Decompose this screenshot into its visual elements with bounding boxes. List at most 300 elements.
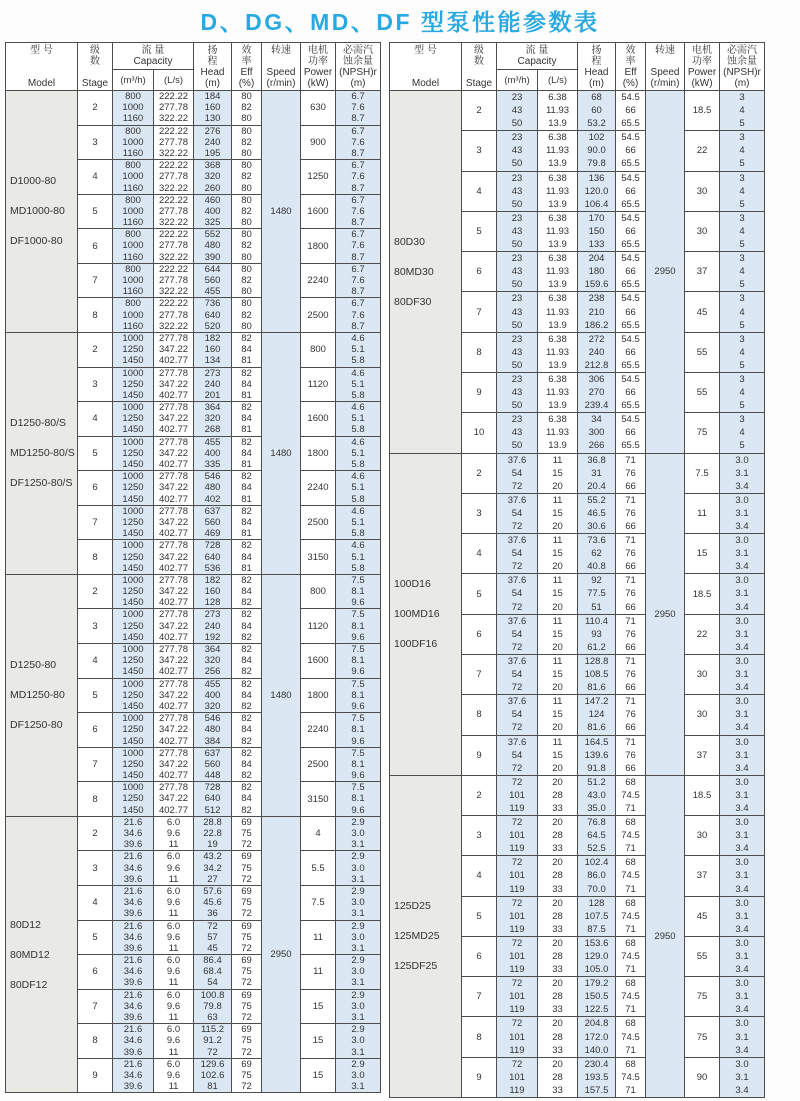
capacity-ls-cell-value: 20 xyxy=(552,722,563,734)
eff-cell-value: 81 xyxy=(241,493,252,505)
capacity-m3h-cell-value: 72 xyxy=(511,561,523,573)
capacity-ls-cell xyxy=(538,816,578,856)
head-cell-value: 172.0 xyxy=(584,1031,609,1043)
eff-cell-value: 69 xyxy=(241,989,252,1001)
head-cell xyxy=(578,1017,616,1057)
capacity-ls-cell-value: 9.6 xyxy=(166,966,181,978)
stage-cell: 2 xyxy=(462,775,497,815)
npshr-cell-value: 5.1 xyxy=(351,447,365,459)
capacity-ls-cell-value: 322.22 xyxy=(158,320,189,332)
capacity-ls-cell-value: 15 xyxy=(552,467,563,479)
capacity-ls-cell xyxy=(154,91,194,126)
eff-cell-value: 80 xyxy=(241,217,252,229)
capacity-m3h-cell-value: 101 xyxy=(509,910,525,922)
capacity-ls-cell-value: 20 xyxy=(552,937,563,949)
npshr-cell-value: 3.0 xyxy=(351,931,365,943)
capacity-m3h-cell-value: 1250 xyxy=(122,793,144,805)
head-cell xyxy=(194,194,232,229)
npshr-cell xyxy=(336,332,381,367)
eff-cell xyxy=(232,194,262,229)
capacity-m3h-cell-value: 1000 xyxy=(122,505,144,517)
capacity-ls-cell-value: 13.9 xyxy=(548,319,567,331)
capacity-m3h-cell-value: 1000 xyxy=(122,171,144,183)
eff-cell-value: 66 xyxy=(625,521,636,532)
tables-container xyxy=(0,40,800,1100)
head-cell xyxy=(578,252,616,292)
head-cell-value: 195 xyxy=(204,147,221,159)
capacity-ls-cell-value: 277.78 xyxy=(158,332,189,344)
capacity-m3h-cell-value: 23 xyxy=(511,373,523,385)
npshr-cell-value: 9.6 xyxy=(351,735,365,747)
capacity-ls-cell-value: 11 xyxy=(168,1012,179,1023)
capacity-ls-cell-value: 277.78 xyxy=(158,782,189,794)
capacity-ls-cell-value: 11 xyxy=(168,873,179,885)
capacity-m3h-cell-value: 101 xyxy=(509,991,525,1003)
eff-cell-value: 84 xyxy=(241,655,252,667)
eff-cell-value: 84 xyxy=(241,793,252,805)
head-cell-value: 637 xyxy=(204,747,221,759)
head-cell-value: 240 xyxy=(204,136,221,148)
capacity-ls-cell xyxy=(538,735,578,775)
head-cell-value: 320 xyxy=(204,413,221,425)
npshr-cell-value: 7.6 xyxy=(351,275,365,286)
npshr-cell-value: 3.1 xyxy=(735,628,749,640)
power-cell: 15 xyxy=(301,1024,336,1059)
capacity-ls-cell xyxy=(538,252,578,292)
capacity-ls-cell-value: 277.78 xyxy=(158,747,189,759)
capacity-m3h-cell-value: 1000 xyxy=(122,609,144,621)
eff-cell xyxy=(232,332,262,367)
head-cell-value: 469 xyxy=(204,528,221,540)
power-cell: 1600 xyxy=(301,194,336,229)
head-cell xyxy=(194,332,232,367)
head-cell-value: 184 xyxy=(204,91,221,102)
head-cell xyxy=(578,493,616,533)
eff-cell-value: 84 xyxy=(241,724,252,736)
eff-cell xyxy=(232,747,262,782)
capacity-m3h-cell-value: 1450 xyxy=(122,631,144,643)
header-speed xyxy=(646,43,685,91)
header-npshr-line: (NPSH)r xyxy=(723,66,761,78)
capacity-ls-cell-value: 347.22 xyxy=(158,689,189,701)
capacity-m3h-cell-value: 54 xyxy=(511,709,523,721)
npshr-cell-value: 3.0 xyxy=(735,494,749,506)
head-cell-value: 400 xyxy=(204,447,221,459)
capacity-m3h-cell-value: 1000 xyxy=(122,136,144,148)
capacity-ls-cell-value: 20 xyxy=(552,978,563,990)
npshr-cell-value: 7.6 xyxy=(351,102,365,114)
header-capacity-line: Capacity xyxy=(133,56,173,67)
header-head xyxy=(194,43,232,91)
head-cell-value: 72 xyxy=(207,1046,218,1058)
head-cell xyxy=(578,91,616,131)
capacity-ls-cell xyxy=(538,332,578,372)
capacity-ls-cell xyxy=(538,171,578,211)
speed-cell: 1480 xyxy=(262,91,301,333)
head-cell-value: 260 xyxy=(204,182,221,194)
capacity-m3h-cell-value: 39.6 xyxy=(123,839,143,851)
npshr-cell xyxy=(336,160,381,195)
head-cell-value: 51 xyxy=(591,601,602,613)
capacity-m3h-cell xyxy=(113,609,154,644)
header-stage-line: Stage xyxy=(465,77,493,89)
npshr-cell xyxy=(336,920,381,955)
head-cell xyxy=(194,125,232,160)
npshr-cell-value: 3.1 xyxy=(351,1081,365,1093)
head-cell-value: 364 xyxy=(204,644,221,655)
head-cell-value: 90.0 xyxy=(587,145,606,157)
eff-cell-value: 72 xyxy=(241,1012,252,1023)
capacity-m3h-cell xyxy=(113,263,154,298)
npshr-cell-value: 3.0 xyxy=(735,1018,749,1030)
capacity-m3h-cell-value: 101 xyxy=(509,789,525,801)
capacity-ls-cell-value: 20 xyxy=(552,776,563,788)
eff-cell-value: 71 xyxy=(625,1084,636,1096)
head-cell xyxy=(194,678,232,713)
npshr-cell-value: 8.7 xyxy=(351,217,365,229)
head-cell xyxy=(578,453,616,493)
eff-cell-value: 82 xyxy=(241,700,252,712)
eff-cell-value: 74.5 xyxy=(621,1071,640,1083)
head-cell-value: 160 xyxy=(204,344,221,356)
capacity-m3h-cell-value: 1000 xyxy=(122,644,144,655)
head-cell-value: 46.5 xyxy=(587,507,606,519)
capacity-ls-cell-value: 33 xyxy=(552,923,563,935)
capacity-ls-cell-value: 402.77 xyxy=(158,355,189,367)
head-cell-value: 238 xyxy=(588,293,605,305)
capacity-ls-cell-value: 15 xyxy=(552,669,563,681)
capacity-m3h-cell-value: 1000 xyxy=(122,332,144,344)
npshr-cell-value: 8.1 xyxy=(351,620,365,632)
capacity-ls-cell-value: 11.93 xyxy=(545,185,570,197)
head-cell-value: 81.6 xyxy=(587,722,606,734)
npshr-cell-value: 2.9 xyxy=(351,920,365,932)
npshr-cell-value: 4.6 xyxy=(351,471,365,483)
capacity-ls-cell xyxy=(154,194,194,229)
npshr-cell-value: 3.1 xyxy=(735,910,749,922)
head-cell-value: 30.6 xyxy=(587,521,606,532)
npshr-cell-value: 2.9 xyxy=(351,885,365,897)
head-cell-value: 204.8 xyxy=(584,1018,609,1030)
header-capacity xyxy=(497,43,578,70)
capacity-m3h-cell-value: 21.6 xyxy=(123,955,143,967)
head-cell xyxy=(578,332,616,372)
header-head-line: (m) xyxy=(589,77,604,89)
capacity-ls-cell-value: 11.93 xyxy=(545,225,570,237)
capacity-ls-cell xyxy=(154,436,194,471)
capacity-m3h-cell-value: 43 xyxy=(511,306,523,318)
capacity-ls-cell-value: 277.78 xyxy=(158,540,189,552)
stage-cell: 4 xyxy=(78,160,113,195)
capacity-ls-cell-value: 6.38 xyxy=(548,92,567,103)
stage-cell: 7 xyxy=(78,505,113,540)
capacity-m3h-cell-value: 101 xyxy=(509,1071,525,1083)
head-cell-value: 644 xyxy=(204,263,221,275)
capacity-ls-cell-value: 11 xyxy=(552,454,563,466)
header-head-stack xyxy=(578,45,615,89)
eff-cell-value: 69 xyxy=(241,851,252,863)
head-cell-value: 52.5 xyxy=(587,843,606,855)
model-cell xyxy=(6,816,78,1093)
capacity-ls-cell-value: 11.93 xyxy=(545,346,570,358)
power-cell: 1800 xyxy=(301,229,336,264)
eff-cell-value: 69 xyxy=(241,885,252,897)
capacity-ls-cell xyxy=(154,125,194,160)
head-cell-value: 402 xyxy=(204,493,221,505)
head-cell xyxy=(578,654,616,694)
npshr-cell-value: 4 xyxy=(739,387,745,399)
head-cell xyxy=(194,505,232,540)
capacity-ls-cell-value: 11.93 xyxy=(545,266,570,278)
eff-cell-value: 71 xyxy=(625,843,636,855)
capacity-ls-cell-value: 33 xyxy=(552,964,563,976)
header-speed-line: 转速 xyxy=(655,44,675,56)
head-cell xyxy=(578,856,616,896)
eff-cell-value: 69 xyxy=(241,1024,252,1036)
eff-cell-value: 82 xyxy=(241,136,252,148)
capacity-ls-cell-value: 13.9 xyxy=(548,359,567,371)
capacity-m3h-cell-value: 1450 xyxy=(122,389,144,401)
eff-cell-value: 68 xyxy=(625,857,636,869)
speed-cell: 2950 xyxy=(646,775,685,1097)
eff-cell-value: 82 xyxy=(241,666,252,678)
npshr-cell-value: 2.9 xyxy=(351,1024,365,1036)
pump-table-right xyxy=(389,42,765,1098)
stage-cell: 4 xyxy=(78,402,113,437)
eff-cell-value: 84 xyxy=(241,413,252,425)
header-npshr xyxy=(336,43,381,91)
eff-cell-value: 84 xyxy=(241,620,252,632)
header-model-line xyxy=(390,67,461,78)
npshr-cell-value: 3.1 xyxy=(735,467,749,479)
capacity-m3h-cell-value: 1250 xyxy=(122,689,144,701)
capacity-m3h-cell-value: 1000 xyxy=(122,678,144,690)
capacity-ls-cell-value: 20 xyxy=(552,682,563,694)
stage-cell: 4 xyxy=(78,644,113,679)
eff-cell-value: 66 xyxy=(625,427,636,439)
capacity-m3h-cell-value: 23 xyxy=(511,172,523,184)
npshr-cell-value: 5.1 xyxy=(351,482,365,494)
header-eff-stack xyxy=(616,45,645,89)
eff-cell xyxy=(232,471,262,506)
capacity-m3h-cell-value: 1450 xyxy=(122,770,144,782)
eff-cell-value: 66 xyxy=(625,762,636,774)
header-speed-line xyxy=(646,56,684,67)
eff-cell-value: 65.5 xyxy=(621,400,640,412)
stage-row xyxy=(6,816,381,851)
head-cell-value: 390 xyxy=(204,251,221,263)
capacity-ls-cell-value: 402.77 xyxy=(158,389,189,401)
npshr-cell-value: 2.9 xyxy=(351,1058,365,1070)
head-cell xyxy=(194,263,232,298)
capacity-m3h-cell-value: 1250 xyxy=(122,413,144,425)
eff-cell xyxy=(232,402,262,437)
capacity-ls-cell xyxy=(154,989,194,1024)
header-power-line: Power xyxy=(303,66,333,78)
capacity-ls-cell-value: 20 xyxy=(552,561,563,573)
npshr-cell-value: 3.1 xyxy=(735,870,749,882)
capacity-m3h-cell-value: 800 xyxy=(125,125,141,137)
capacity-m3h-cell-value: 72 xyxy=(511,1018,523,1030)
npshr-cell-value: 5 xyxy=(739,279,745,291)
capacity-ls-cell xyxy=(154,1024,194,1059)
head-cell xyxy=(194,91,232,126)
power-cell: 1600 xyxy=(301,402,336,437)
model-name: 125D25 xyxy=(394,900,431,913)
npshr-cell-value: 3.0 xyxy=(735,454,749,466)
capacity-ls-cell-value: 33 xyxy=(552,883,563,895)
eff-cell-value: 75 xyxy=(241,897,252,909)
power-cell: 18.5 xyxy=(685,775,720,815)
power-cell: 55 xyxy=(685,332,720,372)
eff-cell-value: 66 xyxy=(625,346,636,358)
capacity-m3h-cell xyxy=(113,574,154,609)
capacity-m3h-cell-value: 119 xyxy=(509,964,525,976)
npshr-cell-value: 7.6 xyxy=(351,171,365,183)
npshr-cell-value: 5.8 xyxy=(351,389,365,401)
capacity-m3h-cell-value: 119 xyxy=(509,843,525,855)
header-unit-m3h: (m³/h) xyxy=(113,70,154,91)
head-cell-value: 70.0 xyxy=(587,883,606,895)
capacity-ls-cell-value: 11 xyxy=(552,736,563,748)
header-model-line xyxy=(6,67,77,78)
capacity-ls-cell xyxy=(154,713,194,748)
npshr-cell-value: 5.8 xyxy=(351,459,365,470)
stage-row xyxy=(6,91,381,126)
capacity-ls-cell-value: 277.78 xyxy=(158,609,189,621)
header-eff xyxy=(616,43,646,91)
capacity-ls-cell-value: 33 xyxy=(552,1004,563,1016)
npshr-cell-value: 3.1 xyxy=(351,1012,365,1023)
stage-cell: 5 xyxy=(78,678,113,713)
model-name: 125MD25 xyxy=(394,930,440,943)
eff-cell xyxy=(232,1058,262,1093)
eff-cell-value: 82 xyxy=(241,275,252,286)
capacity-ls-cell-value: 33 xyxy=(552,1084,563,1096)
capacity-m3h-cell xyxy=(113,125,154,160)
capacity-ls-cell-value: 20 xyxy=(552,480,563,492)
head-cell-value: 204 xyxy=(588,253,605,265)
npshr-cell-value: 3.4 xyxy=(735,521,749,532)
eff-cell-value: 74.5 xyxy=(621,910,640,922)
head-cell-value: 51.2 xyxy=(587,776,606,788)
head-cell-value: 637 xyxy=(204,505,221,517)
capacity-m3h-cell-value: 1000 xyxy=(122,574,144,586)
power-cell: 30 xyxy=(685,695,720,735)
header-stage-line: 数 xyxy=(90,55,100,67)
header-power-line: (kW) xyxy=(307,77,329,89)
capacity-ls-cell xyxy=(154,851,194,886)
eff-cell xyxy=(232,540,262,575)
eff-cell-value: 54.5 xyxy=(621,293,640,305)
eff-cell-value: 66 xyxy=(625,682,636,694)
head-cell-value: 164.5 xyxy=(584,736,609,748)
eff-cell-value: 66 xyxy=(625,306,636,318)
capacity-m3h-cell xyxy=(497,977,538,1017)
capacity-m3h-cell-value: 43 xyxy=(511,266,523,278)
capacity-ls-cell-value: 277.78 xyxy=(158,275,189,286)
head-cell xyxy=(578,372,616,412)
capacity-ls-cell-value: 222.22 xyxy=(158,160,189,172)
npshr-cell xyxy=(720,252,765,292)
npshr-cell-value: 7.5 xyxy=(351,782,365,794)
npshr-cell-value: 3.1 xyxy=(735,709,749,721)
npshr-cell-value: 6.7 xyxy=(351,298,365,310)
head-cell-value: 306 xyxy=(588,373,605,385)
eff-cell-value: 76 xyxy=(625,588,636,600)
capacity-ls-cell-value: 322.22 xyxy=(158,251,189,263)
capacity-m3h-cell xyxy=(113,816,154,851)
stage-cell: 6 xyxy=(78,471,113,506)
capacity-m3h-cell xyxy=(113,194,154,229)
capacity-ls-cell-value: 11 xyxy=(168,908,179,920)
capacity-ls-cell-value: 277.78 xyxy=(158,102,189,114)
capacity-m3h-cell xyxy=(497,91,538,131)
npshr-cell-value: 8.7 xyxy=(351,147,365,159)
eff-cell-value: 80 xyxy=(241,251,252,263)
eff-cell-value: 71 xyxy=(625,575,636,587)
header-power-line: 功率 xyxy=(308,55,328,67)
stage-row xyxy=(6,574,381,609)
capacity-ls-cell xyxy=(538,896,578,936)
table-body xyxy=(390,91,765,1098)
capacity-ls-cell-value: 402.77 xyxy=(158,804,189,816)
eff-cell xyxy=(232,782,262,817)
header-capacity-line: Capacity xyxy=(517,56,557,67)
npshr-cell xyxy=(720,534,765,574)
eff-cell xyxy=(616,695,646,735)
eff-cell-value: 82 xyxy=(241,171,252,183)
header-capacity-stack xyxy=(497,45,577,67)
capacity-ls-cell xyxy=(154,1058,194,1093)
capacity-ls-cell-value: 15 xyxy=(552,749,563,761)
npshr-cell xyxy=(720,1017,765,1057)
model-box xyxy=(390,900,461,972)
capacity-ls-cell-value: 222.22 xyxy=(158,125,189,137)
stage-cell: 5 xyxy=(462,896,497,936)
head-cell-value: 63 xyxy=(207,1012,218,1023)
capacity-m3h-cell-value: 1450 xyxy=(122,666,144,678)
capacity-ls-cell-value: 277.78 xyxy=(158,471,189,483)
power-cell: 2240 xyxy=(301,263,336,298)
capacity-m3h-cell-value: 119 xyxy=(509,1084,525,1096)
npshr-cell-value: 2.9 xyxy=(351,816,365,828)
capacity-ls-cell-value: 20 xyxy=(552,857,563,869)
head-cell xyxy=(578,534,616,574)
capacity-ls-cell xyxy=(538,856,578,896)
npshr-cell xyxy=(336,713,381,748)
eff-cell-value: 82 xyxy=(241,332,252,344)
head-cell-value: 400 xyxy=(204,205,221,217)
capacity-m3h-cell-value: 1000 xyxy=(122,540,144,552)
head-cell xyxy=(194,160,232,195)
capacity-m3h-cell xyxy=(113,989,154,1024)
capacity-m3h-cell-value: 54 xyxy=(511,669,523,681)
head-cell-value: 193.5 xyxy=(584,1071,609,1083)
stage-cell: 7 xyxy=(78,263,113,298)
capacity-m3h-cell-value: 119 xyxy=(509,883,525,895)
capacity-m3h-cell xyxy=(497,1057,538,1097)
capacity-ls-cell xyxy=(538,131,578,171)
capacity-ls-cell-value: 277.78 xyxy=(158,205,189,217)
capacity-ls-cell xyxy=(538,372,578,412)
capacity-m3h-cell-value: 54 xyxy=(511,588,523,600)
npshr-cell-value: 3.4 xyxy=(735,561,749,573)
model-name: DF1250-80 xyxy=(10,719,63,732)
capacity-m3h-cell xyxy=(113,298,154,333)
capacity-m3h-cell-value: 1250 xyxy=(122,724,144,736)
header-speed xyxy=(262,43,301,91)
